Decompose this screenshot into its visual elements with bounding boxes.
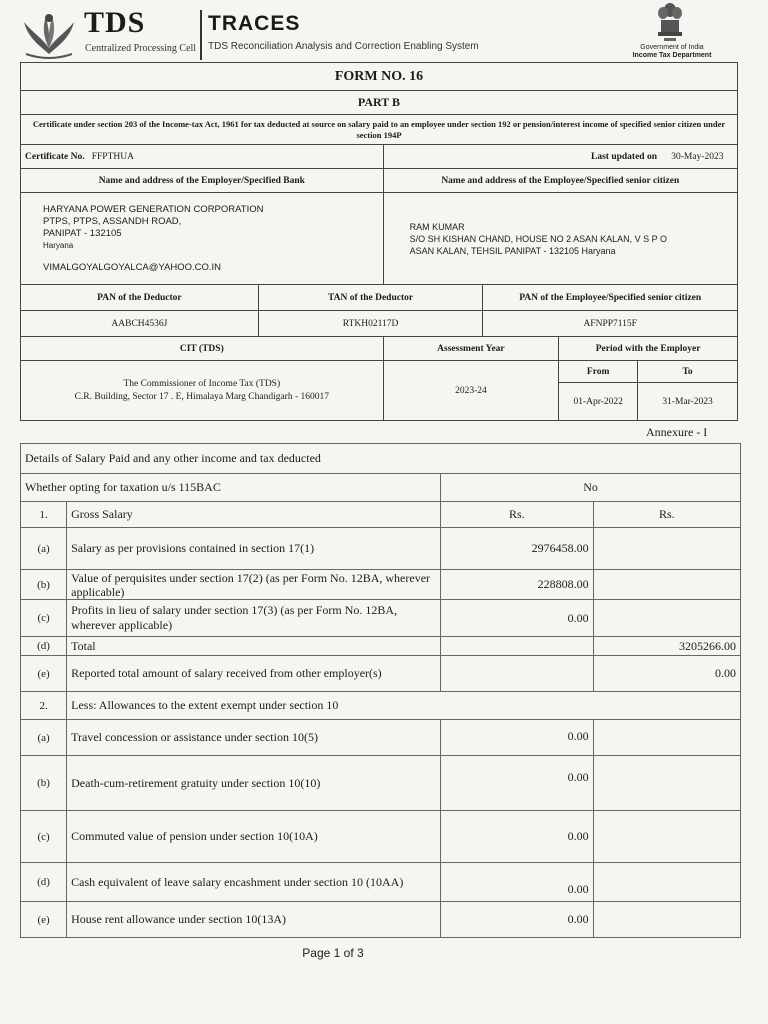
pan-employee: AFNPP7115F: [483, 311, 738, 337]
row-label: Salary as per provisions contained in section 17(1): [67, 528, 441, 570]
row-value: 0.00: [441, 756, 593, 811]
opting-label: Whether opting for taxation u/s 115BAC: [21, 474, 441, 502]
row-value: [593, 600, 740, 637]
table-row: (e) Reported total amount of salary received from other employer(s) 0.00: [21, 656, 741, 692]
row-value: 228808.00: [441, 570, 593, 600]
period-to: 31-Mar-2023: [638, 383, 738, 421]
assessment-year-label: Assessment Year: [383, 337, 559, 361]
employer-email: VIMALGOYALGOYALCA@YAHOO.CO.IN: [43, 261, 222, 273]
opting-value: No: [441, 474, 741, 502]
traces-title: TRACES: [208, 12, 301, 35]
row-label: Total: [67, 637, 441, 656]
row-label: Reported total amount of salary received from other employer(s): [67, 656, 441, 692]
table-row: (d) Cash equivalent of leave salary encashment under section 10 (10AA) 0.00: [21, 863, 741, 902]
pan-deductor: AABCH4536J: [21, 311, 259, 337]
row-label: Commuted value of pension under section 10(10A): [67, 811, 441, 863]
row-label: Profits in lieu of salary under section 17(3) (as per Form No. 12BA, wherever applicable): [67, 600, 441, 637]
row-label: Travel concession or assistance under section 10(5): [67, 720, 441, 756]
tds-logo-subtitle: Centralized Processing Cell: [85, 43, 197, 54]
cit-label: CIT (TDS): [21, 337, 384, 361]
row-value: 0.00: [441, 600, 593, 637]
table-row: (b) Death-cum-retirement gratuity under section 10(10) 0.00: [21, 756, 741, 811]
certificate-no: FFPTHUA: [91, 151, 134, 162]
last-updated-date: 30-May-2023: [671, 151, 724, 162]
row-value: 3205266.00: [593, 637, 740, 656]
cit-address: The Commissioner of Income Tax (TDS) C.R. Building, Sector 17 . E, Himalaya Marg Chandigarh - 160017: [21, 361, 384, 421]
tds-logo-icon: [18, 8, 80, 60]
section-label: Less: Allowances to the extent exempt under section 10: [67, 692, 741, 720]
form16-table: [20, 62, 738, 421]
pan-deductor-label: PAN of the Deductor: [21, 285, 259, 311]
row-value: [593, 528, 740, 570]
row-label: Value of perquisites under section 17(2) (as per Form No. 12BA, wherever applicable): [67, 570, 441, 600]
row-value: [441, 656, 593, 692]
row-value: 0.00: [441, 720, 593, 756]
employee-address: RAM KUMAR S/O SH KISHAN CHAND, HOUSE NO 2 ASAN KALAN, V S P O ASAN KALAN, TEHSIL PANIPAT - 132105 Haryana: [383, 193, 737, 285]
government-of-india-label: Government of India Income Tax Department: [632, 44, 712, 59]
form-title: FORM NO. 16: [21, 63, 738, 91]
assessment-year: 2023-24: [383, 361, 559, 421]
table-row: (a) Salary as per provisions contained in section 17(1) 2976458.00: [21, 528, 741, 570]
employer-header: Name and address of the Employer/Specified Bank: [21, 169, 384, 193]
row-label: Cash equivalent of leave salary encashment under section 10 (10AA): [67, 863, 441, 902]
salary-title: Details of Salary Paid and any other income and tax deducted: [21, 444, 741, 474]
table-row: (c) Profits in lieu of salary under section 17(3) (as per Form No. 12BA, wherever applicable) 0.00: [21, 600, 741, 637]
section-label: Gross Salary: [67, 502, 441, 528]
from-label: From: [559, 361, 638, 383]
table-row: (a) Travel concession or assistance under section 10(5) 0.00: [21, 720, 741, 756]
annexure-label: Annexure - I: [646, 425, 708, 439]
section-number: 1.: [21, 502, 67, 528]
column-rs-header: Rs.: [441, 502, 593, 528]
pan-employee-label: PAN of the Employee/Specified senior citizen: [483, 285, 738, 311]
column-rs-header: Rs.: [593, 502, 740, 528]
table-row: (b) Value of perquisites under section 17(2) (as per Form No. 12BA, wherever applicable) 228808.00: [21, 570, 741, 600]
table-row: (e) House rent allowance under section 10(13A) 0.00: [21, 902, 741, 938]
row-value: 2976458.00: [441, 528, 593, 570]
page-number: Page 1 of 3: [302, 946, 364, 960]
row-value: 0.00: [593, 656, 740, 692]
last-updated-cell: Last updated on 30-May-2023: [383, 145, 737, 169]
period-from: 01-Apr-2022: [559, 383, 638, 421]
certificate-no-cell: Certificate No. FFPTHUA: [21, 145, 384, 169]
row-value: [441, 637, 593, 656]
table-row: (c) Commuted value of pension under section 10(10A) 0.00: [21, 811, 741, 863]
national-emblem-icon: [652, 0, 688, 44]
period-label: Period with the Employer: [559, 337, 738, 361]
employer-address: HARYANA POWER GENERATION CORPORATION PTPS, PTPS, ASSANDH ROAD, PANIPAT - 132105 Haryana VIMALGOYALGOYALCA@YAHOO.CO.IN: [21, 193, 384, 285]
tan-deductor: RTKH02117D: [258, 311, 483, 337]
salary-details-table: [20, 443, 741, 938]
row-label: House rent allowance under section 10(13A): [67, 902, 441, 938]
certificate-description: Certificate under section 203 of the Income-tax Act, 1961 for tax deducted at source on salary paid to an employee under section 192 or pension/interest income of specified senior citizen under section 194P: [21, 115, 738, 145]
tds-logo-text: TDS: [84, 6, 146, 39]
row-value: 0.00: [441, 902, 593, 938]
table-row: (d) Total 3205266.00: [21, 637, 741, 656]
traces-subtitle: TDS Reconciliation Analysis and Correction Enabling System: [208, 41, 479, 52]
form-part: PART B: [21, 91, 738, 115]
row-label: Death-cum-retirement gratuity under section 10(10): [67, 756, 441, 811]
section-number: 2.: [21, 692, 67, 720]
to-label: To: [638, 361, 738, 383]
header-divider: [200, 10, 202, 60]
employee-header: Name and address of the Employee/Specified senior citizen: [383, 169, 737, 193]
tan-deductor-label: TAN of the Deductor: [258, 285, 483, 311]
row-value: 0.00: [441, 863, 593, 902]
row-value: 0.00: [441, 811, 593, 863]
row-value: [593, 570, 740, 600]
